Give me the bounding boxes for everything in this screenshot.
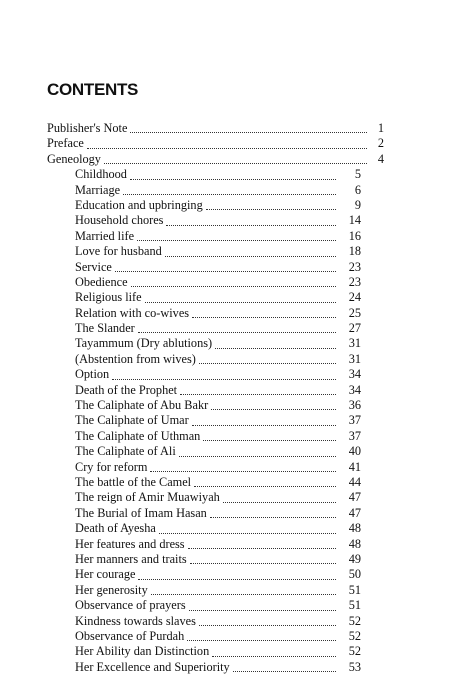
toc-entry-title: The Burial of Imam Hasan — [75, 505, 207, 520]
dot-leader — [210, 517, 336, 518]
toc-entry-title: Observance of prayers — [75, 598, 186, 613]
dot-leader — [165, 256, 336, 257]
dot-leader — [166, 225, 336, 226]
toc-entry-page-number: 40 — [348, 444, 361, 459]
toc-entry-title: Tayammum (Dry ablutions) — [75, 336, 213, 351]
toc-entry — [47, 460, 361, 475]
toc-entry-page-number: 51 — [348, 598, 361, 613]
toc-entry-title: Her features and dress — [75, 536, 185, 551]
toc-entry — [47, 306, 361, 321]
toc-entry-title: The Caliphate of Uthman — [75, 428, 201, 443]
toc-entry-page-number: 23 — [348, 274, 361, 289]
toc-entry-page-number: 51 — [348, 582, 361, 597]
dot-leader — [123, 194, 336, 195]
toc-entry-page-number: 52 — [348, 644, 361, 659]
toc-entry-page-number: 37 — [348, 428, 361, 443]
toc-entry — [47, 614, 361, 629]
toc-entry — [47, 552, 361, 567]
toc-entry-page-number: 1 — [377, 121, 384, 135]
dot-leader — [159, 533, 336, 534]
toc-entry-page-number: 52 — [348, 628, 361, 643]
toc-entry-page-number: 50 — [348, 567, 361, 582]
toc-entry — [47, 167, 361, 182]
toc-entry-page-number: 23 — [348, 259, 361, 274]
toc-entry — [47, 475, 361, 490]
toc-entry-title: Her Ability dan Distinction — [75, 644, 210, 659]
dot-leader — [190, 563, 336, 564]
toc-entry — [47, 567, 361, 582]
toc-entry-title: Observance of Purdah — [75, 628, 185, 643]
dot-leader — [130, 132, 367, 133]
toc-entry-page-number: 16 — [348, 228, 361, 243]
dot-leader — [215, 348, 336, 349]
toc-entry-title: Education and upbringing — [75, 197, 203, 212]
dot-leader — [179, 456, 336, 457]
dot-leader — [151, 594, 336, 595]
dot-leader — [194, 486, 336, 487]
toc-entry-title: Married life — [75, 228, 135, 243]
toc-entry-page-number: 48 — [348, 521, 361, 536]
toc-entry — [47, 136, 384, 151]
toc-entry-page-number: 48 — [348, 536, 361, 551]
toc-entry-page-number: 37 — [348, 413, 361, 428]
toc-entry-title: Publisher's Note — [47, 121, 128, 135]
toc-entry-title: Her generosity — [75, 582, 148, 597]
toc-entry-title: Service — [75, 259, 112, 274]
toc-entry — [47, 229, 361, 244]
dot-leader — [104, 163, 367, 164]
toc-entry-title: The Caliphate of Umar — [75, 413, 189, 428]
dot-leader — [130, 179, 336, 180]
dot-leader — [137, 240, 336, 241]
toc-entry — [47, 537, 361, 552]
toc-entry-title: Relation with co-wives — [75, 305, 190, 320]
toc-entry — [47, 213, 361, 228]
toc-entry-page-number: 31 — [348, 351, 361, 366]
toc-entry-page-number: 44 — [348, 474, 361, 489]
toc-entry-title: Religious life — [75, 290, 142, 305]
toc-entry-page-number: 2 — [377, 136, 384, 151]
toc-entry-title: The Caliphate of Ali — [75, 444, 176, 459]
toc-entry — [47, 413, 361, 428]
dot-leader — [192, 317, 336, 318]
table-of-contents — [47, 121, 384, 675]
dot-leader — [145, 302, 336, 303]
toc-entry — [47, 244, 361, 259]
dot-leader — [150, 471, 336, 472]
toc-entry — [47, 275, 361, 290]
toc-entry-page-number: 47 — [348, 490, 361, 505]
toc-entry-title: The Caliphate of Abu Bakr — [75, 398, 209, 413]
toc-entry — [47, 336, 361, 351]
toc-entry-title: Her Excellence and Superiority — [75, 659, 230, 674]
toc-entry — [47, 660, 361, 675]
dot-leader — [138, 332, 336, 333]
toc-entry — [47, 398, 361, 413]
toc-entry — [47, 490, 361, 505]
dot-leader — [189, 610, 336, 611]
toc-entry-page-number: 4 — [377, 151, 384, 166]
toc-entry-page-number: 18 — [348, 244, 361, 259]
dot-leader — [192, 425, 336, 426]
toc-entry — [47, 629, 361, 644]
toc-entry-title: Love for husband — [75, 244, 162, 259]
toc-entry — [47, 352, 361, 367]
toc-entry-title: (Abstention from wives) — [75, 351, 196, 366]
dot-leader — [180, 394, 336, 395]
toc-entry-title: Kindness towards slaves — [75, 613, 196, 628]
toc-entry-page-number: 49 — [348, 551, 361, 566]
toc-entry-page-number: 14 — [348, 213, 361, 228]
dot-leader — [199, 625, 336, 626]
toc-entry — [47, 152, 384, 167]
toc-entry-page-number: 34 — [348, 382, 361, 397]
toc-entry-title: Death of Ayesha — [75, 521, 156, 536]
dot-leader — [223, 502, 336, 503]
toc-entry — [47, 260, 361, 275]
toc-entry-page-number: 41 — [348, 459, 361, 474]
toc-entry — [47, 183, 361, 198]
toc-entry-title: Option — [75, 367, 110, 382]
toc-entry-title: Her courage — [75, 567, 136, 582]
toc-entry-title: Marriage — [75, 182, 121, 197]
dot-leader — [203, 440, 336, 441]
toc-entry-title: Obedience — [75, 274, 128, 289]
toc-entry-title: Cry for reform — [75, 459, 148, 474]
toc-entry — [47, 321, 361, 336]
toc-entry-title: Childhood — [75, 167, 127, 182]
toc-entry-page-number: 24 — [348, 290, 361, 305]
toc-entry-title: Preface — [47, 136, 84, 151]
dot-leader — [206, 209, 336, 210]
toc-entry-page-number: 6 — [354, 182, 361, 197]
toc-entry-page-number: 25 — [348, 305, 361, 320]
dot-leader — [131, 286, 336, 287]
dot-leader — [188, 548, 336, 549]
toc-entry — [47, 367, 361, 382]
toc-entry-title: Geneology — [47, 151, 101, 166]
dot-leader — [187, 640, 336, 641]
toc-entry-title: The battle of the Camel — [75, 474, 192, 489]
toc-entry-title: The Slander — [75, 321, 135, 336]
toc-entry — [47, 121, 384, 136]
dot-leader — [211, 409, 336, 410]
toc-entry — [47, 444, 361, 459]
dot-leader — [87, 148, 367, 149]
toc-entry-page-number: 47 — [348, 505, 361, 520]
toc-entry-title: Her manners and traits — [75, 551, 187, 566]
toc-entry-page-number: 36 — [348, 398, 361, 413]
toc-entry — [47, 506, 361, 521]
dot-leader — [233, 671, 336, 672]
dot-leader — [212, 656, 336, 657]
toc-entry — [47, 521, 361, 536]
toc-entry-page-number: 27 — [348, 321, 361, 336]
dot-leader — [115, 271, 336, 272]
toc-entry-page-number: 31 — [348, 336, 361, 351]
toc-entry — [47, 598, 361, 613]
toc-entry — [47, 429, 361, 444]
toc-entry-page-number: 5 — [354, 167, 361, 182]
toc-entry-title: Death of the Prophet — [75, 382, 178, 397]
dot-leader — [112, 379, 336, 380]
toc-entry — [47, 583, 361, 598]
toc-entry — [47, 198, 361, 213]
toc-entry-page-number: 53 — [348, 659, 361, 674]
toc-entry — [47, 644, 361, 659]
contents-heading: CONTENTS — [47, 80, 139, 99]
toc-entry-page-number: 9 — [354, 197, 361, 212]
toc-entry — [47, 383, 361, 398]
toc-entry-page-number: 34 — [348, 367, 361, 382]
toc-entry-page-number: 52 — [348, 613, 361, 628]
dot-leader — [138, 579, 336, 580]
toc-entry — [47, 290, 361, 305]
toc-entry-title: The reign of Amir Muawiyah — [75, 490, 220, 505]
toc-entry-title: Household chores — [75, 213, 164, 228]
dot-leader — [199, 363, 336, 364]
